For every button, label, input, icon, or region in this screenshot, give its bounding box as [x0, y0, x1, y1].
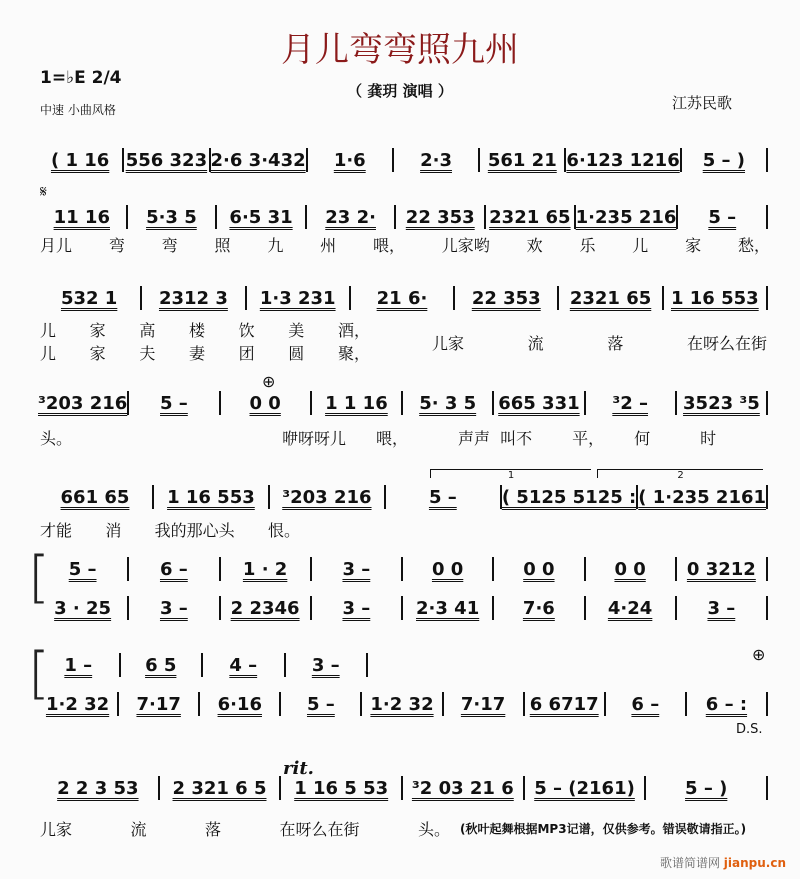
measure: 23 2·: [325, 206, 376, 228]
measure: 661 65: [60, 486, 130, 508]
measure: 6·123 1216: [566, 149, 680, 171]
measure: 1 16 5 53: [294, 777, 389, 799]
measure: 2·6 3·432: [210, 149, 306, 171]
measure: ³203 216: [282, 486, 372, 508]
system-bracket: [: [28, 641, 50, 706]
measure: 1 –: [64, 654, 93, 676]
bar-line: [766, 148, 768, 172]
lyrics-line: [40, 426, 770, 449]
lyric-word: 乐: [579, 236, 596, 255]
lyric-word: 儿家哟: [441, 236, 490, 255]
lyric-word: 愁，: [737, 236, 770, 255]
measure: 5 –: [160, 392, 188, 414]
bar-line: [766, 692, 768, 716]
volta-1: 1: [430, 469, 591, 478]
measure: 6 –: [159, 558, 188, 580]
transcription-note: (秋叶起舞根据MP3记谱，仅供参考。错误敬请指正。): [460, 822, 747, 836]
score-row: [38, 691, 768, 717]
lyric-word: 流: [527, 334, 544, 353]
lyric-word: 流: [130, 820, 147, 839]
lyric-word: 美: [288, 321, 305, 340]
bar-line: [766, 596, 768, 620]
lyric-word: 团: [238, 344, 255, 363]
measure: 2 321 6 5: [172, 777, 267, 799]
measure: 6 5: [145, 654, 177, 676]
measure: ( 5125 5125 :: [501, 486, 637, 508]
lyrics-line: [40, 518, 300, 541]
lyric-word: 弯: [161, 236, 178, 255]
measure: 1·6: [333, 149, 366, 171]
lyric-word: 时: [700, 429, 717, 448]
measure: 2·3 41: [416, 597, 480, 619]
lyric-word: 头。: [40, 429, 73, 448]
measure: 0 0: [431, 558, 464, 580]
measure: 7·6: [522, 597, 555, 619]
lyric-word: 才能: [40, 521, 73, 540]
lyric-word: 欢: [526, 236, 543, 255]
measure: 5 – (2161): [534, 777, 635, 799]
measure: 3523 ³5: [683, 392, 760, 414]
measure: 0 3212: [686, 558, 756, 580]
measure: 556 323: [125, 149, 208, 171]
lyric-word: 在呀么在街: [279, 820, 360, 839]
key-signature: 1=♭E 2/4: [40, 68, 122, 88]
measure: 5 –: [428, 486, 457, 508]
rit-marking: rit.: [283, 758, 314, 779]
measure: 0 0: [523, 558, 555, 580]
measure: 21 6·: [376, 287, 428, 309]
lyrics-line: [40, 233, 770, 256]
measure: 5 – ): [685, 777, 728, 799]
lyric-word: 饮: [238, 321, 255, 340]
measure: 1 1 16: [325, 392, 388, 414]
measure: 5 –: [708, 206, 737, 228]
measure: 5 –: [306, 693, 335, 715]
lyric-word: 平，: [572, 429, 605, 448]
lyric-word: 月儿: [40, 236, 73, 255]
system-bracket: [: [28, 545, 50, 610]
lyric-word: 家: [89, 321, 106, 340]
lyric-word: 夫: [139, 344, 156, 363]
lyric-word: 圆: [288, 344, 305, 363]
lyrics-line: [40, 341, 370, 364]
bar-line: [366, 653, 368, 677]
measure: 6 6717: [529, 693, 599, 715]
score-row: [38, 652, 368, 678]
measure: ³2 03 21 6: [411, 777, 514, 799]
measure: 7·17: [136, 693, 181, 715]
lyric-word: 照: [214, 236, 231, 255]
measure: 1·2 32: [370, 693, 434, 715]
measure: 7·17: [460, 693, 506, 715]
measure: ( 1·235 2161: [638, 486, 767, 508]
measure: ( 1 16: [50, 149, 110, 171]
lyric-word: 弯: [108, 236, 125, 255]
lyric-word: 声声: [458, 429, 491, 448]
measure: 0 0: [249, 392, 281, 414]
measure: 2·3: [420, 149, 452, 171]
measure: 2312 3: [158, 287, 228, 309]
measure: 561 21: [487, 149, 557, 171]
lyric-word: 落: [607, 334, 624, 353]
measure: ³203 216: [38, 392, 128, 414]
lyric-word: 恨。: [267, 521, 300, 540]
lyric-word: 楼: [188, 321, 205, 340]
bar-line: [766, 557, 768, 581]
measure: 4·24: [607, 597, 653, 619]
lyric-word: 叫不: [500, 429, 533, 448]
tempo-marking: 中速 小曲风格: [40, 103, 116, 117]
lyrics-line: [40, 318, 370, 341]
measure: 5· 3 5: [419, 392, 477, 414]
measure: 6·16: [217, 693, 262, 715]
lyric-word: 聚，: [337, 344, 370, 363]
score-row: [38, 595, 768, 621]
measure: 1·3 231: [259, 287, 336, 309]
measure: 5 – ): [702, 149, 746, 171]
score-row: [38, 285, 768, 311]
measure: 1·2 32: [45, 693, 110, 715]
measure: 0 0: [614, 558, 646, 580]
measure: 2321 65: [569, 287, 652, 309]
watermark-cn: 歌谱简谱网: [659, 856, 720, 870]
lyric-word: 何: [634, 429, 651, 448]
measure: 6 –: [631, 693, 660, 715]
measure: 5·3 5: [146, 206, 197, 228]
origin: 江苏民歌: [672, 94, 733, 112]
measure: 3 –: [342, 597, 371, 619]
measure: 6·5 31: [229, 206, 293, 228]
lyric-word: 酒，: [337, 321, 370, 340]
lyric-word: 州: [320, 236, 337, 255]
lyric-word: 儿家: [432, 334, 465, 353]
lyric-word: 在呀么在街: [686, 334, 767, 353]
measure: 2321 65: [489, 206, 571, 228]
lyric-word: 家: [89, 344, 106, 363]
measure: 3 –: [707, 597, 736, 619]
bar-line: [766, 286, 768, 310]
measure: 1·235 216: [575, 206, 677, 228]
measure: 5 –: [68, 558, 97, 580]
lyric-word: 妻: [188, 344, 205, 363]
coda-icon: ⊕: [752, 645, 766, 664]
measure: 11 16: [53, 206, 110, 228]
segno-icon: 𝄋: [40, 182, 47, 201]
song-title: 月儿弯弯照九州: [281, 30, 519, 70]
score-row: [38, 484, 768, 510]
watermark: [660, 854, 786, 871]
score-row: [38, 556, 768, 582]
measure: 2 2346: [230, 597, 300, 619]
lyric-word: 家: [685, 236, 702, 255]
measure: 2 2 3 53: [57, 777, 139, 799]
bar-line: [766, 776, 768, 800]
lyrics-line: [432, 331, 767, 354]
lyric-word: 儿: [40, 344, 57, 363]
score-row: [38, 147, 768, 173]
measure: 532 1: [60, 287, 118, 309]
watermark-en: jianpu.cn: [723, 856, 786, 870]
measure: 665 331: [498, 392, 580, 414]
lyric-word: 我的那心头: [154, 521, 235, 540]
score-row: [38, 204, 768, 230]
measure: 4 –: [229, 654, 258, 676]
score-row: [38, 775, 768, 801]
measure: 3 –: [311, 654, 340, 676]
volta-2: 2: [597, 469, 763, 478]
lyric-word: 喂，: [376, 429, 409, 448]
lyric-word: 儿家: [40, 820, 73, 839]
lyric-word: 儿: [632, 236, 649, 255]
lyric-word: 咿呀呀儿: [282, 429, 347, 448]
lyric-word: 头。: [417, 820, 450, 839]
lyric-word: 高: [139, 321, 156, 340]
measure: 3 –: [159, 597, 188, 619]
measure: 1 16 553: [167, 486, 255, 508]
measure: 1 · 2: [242, 558, 288, 580]
lyric-word: 消: [105, 521, 122, 540]
ds-marking: D.S.: [736, 722, 763, 737]
measure: 1 16 553: [670, 287, 759, 309]
lyric-word: 喂，: [372, 236, 405, 255]
bar-line: [766, 485, 768, 509]
lyric-word: 九: [267, 236, 284, 255]
measure: 6 – :: [705, 693, 748, 715]
coda-icon: ⊕: [262, 372, 276, 391]
lyric-word: 落: [204, 820, 221, 839]
singer: （ 龚玥 演唱 ）: [347, 82, 453, 100]
measure: ³2 –: [612, 392, 649, 414]
measure: 22 353: [471, 287, 541, 309]
bar-line: [766, 391, 768, 415]
measure: 22 353: [405, 206, 475, 228]
measure: 3 –: [342, 558, 371, 580]
bar-line: [766, 205, 768, 229]
lyrics-line: [40, 817, 450, 840]
score-row: [38, 390, 768, 416]
lyric-word: 儿: [40, 321, 57, 340]
measure: 3 · 25: [54, 597, 112, 619]
